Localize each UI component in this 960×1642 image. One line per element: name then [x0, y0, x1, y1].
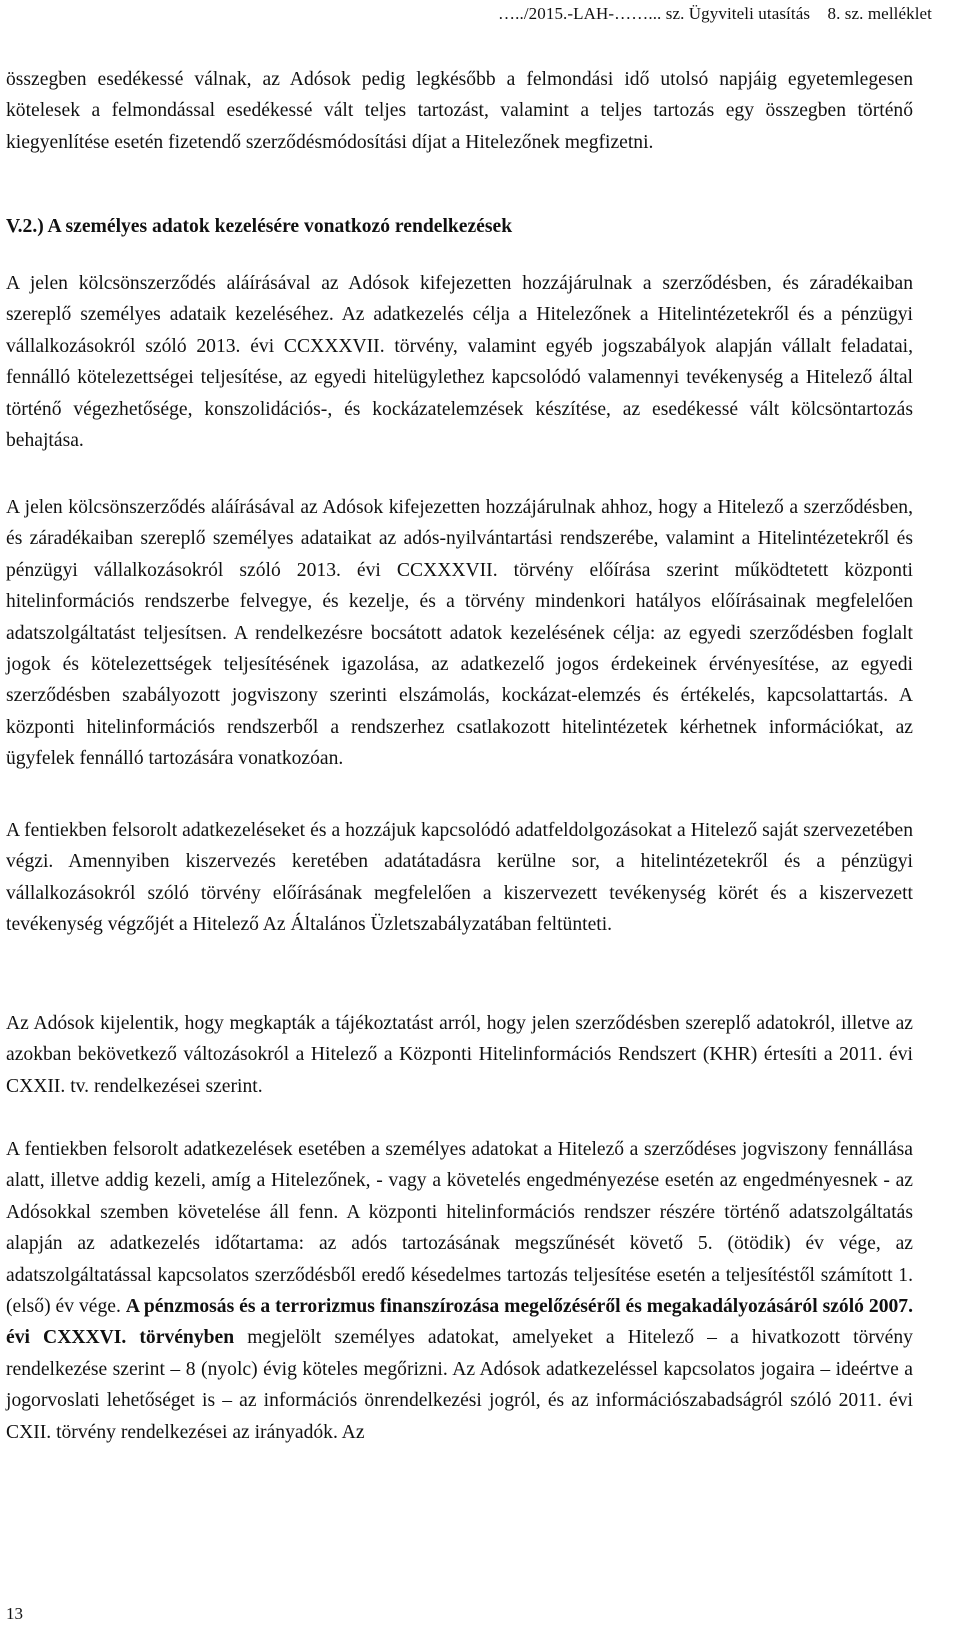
section-heading: V.2.) A személyes adatok kezelésére vonatkozó rendelkezések — [6, 216, 513, 237]
paragraph-outsourcing: A fentiekben felsorolt adatkezeléseket és a hozzájuk kapcsolódó adatfeldolgozásokat a Hitelező saját szervezetében végzi. Amennyiben kiszervezés keretében adatátadásra kerülne sor, a hitelintézetekről és a pénzügyi vállalkozásokról szóló törvény előírásának megfelelően a kiszervezett tevékenység körét és a kiszervezett tevékenység végzőjét a Hitelező Az Általános Üzletszabályzatában feltünteti. — [6, 820, 913, 936]
paragraph-khr-consent: A jelen kölcsönszerződés aláírásával az Adósok kifejezetten hozzájárulnak ahhoz, hogy a Hitelező a szerződésben, és záradékaiban szereplő személyes adataikat az adós-nyilvántartási rendszerébe, valamint a Hitelintézetekről és pénzügyi vállalkozásokról szóló 2013. évi CCXXXVII. törvény előírása szerint működtetett központi hitelinformációs rendszerbe felvegye, és kezelje, és a törvény mindenkori hatályos előírásainak megfelelően adatszolgáltatást teljesítsen. A rendelkezésre bocsátott adatok kezelésének célja: az egyedi szerződésben foglalt jogok és kötelezettségek teljesítésének igazolása, az adatkezelő jogos érdekeinek érvényesítése, az egyedi szerződésben szabályozott jogviszony szerinti elszámolás, kockázat-elemzés és értékelés, kapcsolattartás. A központi hitelinformációs rendszerből a rendszerhez csatlakozott hitelintézetek kérhetnek információkat, az ügyfelek fennálló tartozására vonatkozóan. — [6, 497, 913, 770]
continuation-paragraph: összegben esedékessé válnak, az Adósok pedig legkésőbb a felmondási idő utolsó napjáig egyetemlegesen kötelesek a felmondással esedékessé vált teljes tartozást, valamint a teljes tartozás egy összegben történő kiegyenlítése esetén fizetendő szerződésmódosítási díjat a Hitelezőnek megfizetni. — [6, 69, 913, 153]
paragraph-consent: A jelen kölcsönszerződés aláírásával az Adósok kifejezetten hozzájárulnak a szerződésben, és záradékaiban szereplő személyes adataik kezeléséhez. Az adatkezelés célja a Hitelezőnek a Hitelintézetekről és a pénzügyi vállalkozásokról szóló 2013. évi CCXXXVII. törvény, valamint egyéb jogszabályok alapján vállalt feladatai, fennálló kötelezettségei teljesítése, az egyedi hitelügylethez kapcsolódó valamennyi tevékenység a Hitelező által történő végezhetősége, konszolidációs-, és kockázatelemzések készítése, az esedékessé vált kölcsöntartozás behajtása. — [6, 273, 913, 452]
header-attachment: 8. sz. melléklet — [827, 4, 932, 23]
retention-text-part1: A fentiekben felsorolt adatkezelések esetében a személyes adatokat a Hitelező a szerződéses jogviszony fennállása alatt, illetve addig kezeli, amíg a Hitelezőnek, - vagy a követelés engedményezése esetén az engedményesnek - az Adósokkal szemben követelése áll fenn. A központi hitelinformációs rendszer részére történő adatszolgáltatás alapján az adatkezelés időtartama: az adós tartozásának megszűnését követő 5. (ötödik) év vége, az adatszolgáltatással kapcsolatos szerződésből eredő késedelmes tartozás teljesítése esetén a teljesítéstől számított 1. (első) év vége. — [6, 1139, 913, 1318]
paragraph-notification: Az Adósok kijelentik, hogy megkapták a tájékoztatást arról, hogy jelen szerződésben szereplő adatokról, illetve az azokban bekövetkező változásokról a Hitelező a Központi Hitelinformációs Rendszert (KHR) értesíti a 2011. évi CXXII. tv. rendelkezései szerint. — [6, 1013, 913, 1097]
paragraph-retention — [6, 1134, 913, 1448]
retention-law-reference: A pénzmosás és a terrorizmus finanszírozása megelőzéséről és megakadályozásáról szóló 2007. évi CXXXVI. törvényben — [6, 1296, 913, 1349]
running-header — [498, 4, 932, 24]
retention-text-part2: megjelölt személyes adatokat, amelyeket a Hitelező – a hivatkozott törvény rendelkezése szerint – 8 (nyolc) évig köteles megőrizni. Az Adósok adatkezeléssel kapcsolatos jogaira – ideértve a jogorvoslati lehetőséget is – az információs önrendelkezési jogról, és az információszabadságról szóló 2011. évi CXII. törvény rendelkezései az irányadók. Az — [6, 1327, 913, 1443]
page-number: 13 — [6, 1604, 23, 1623]
header-reference: …../2015.-LAH-……... sz. Ügyviteli utasítás — [498, 4, 811, 23]
